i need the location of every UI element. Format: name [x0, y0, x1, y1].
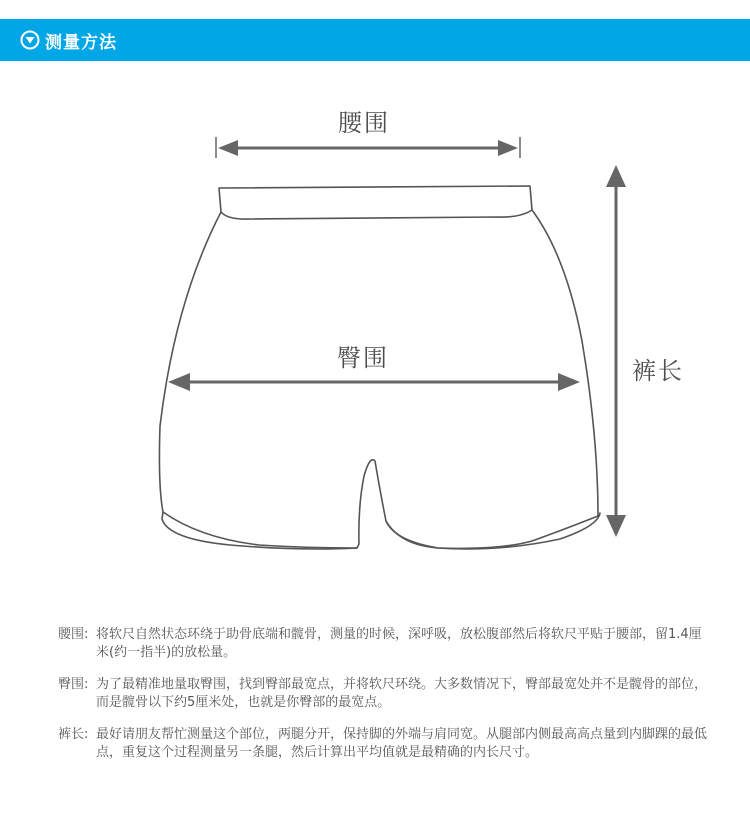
- note-text: 最好请朋友帮忙测量这个部位，两腿分开，保持脚的外端与肩同宽。从腿部内侧最高高点量到内脚踝的最低点，重复这个过程测量另一条腿，然后计算出平均值就是最精确的内长尺寸。: [96, 727, 708, 760]
- shorts-body-outline: [159, 210, 598, 548]
- waist-arrow: [216, 137, 520, 158]
- shorts-measurement-diagram: [0, 61, 750, 601]
- right-cuff-shape: [386, 513, 600, 549]
- note-length: [58, 726, 708, 762]
- hip-arrow: [168, 373, 580, 391]
- left-cuff-shape: [162, 512, 357, 549]
- note-key: 臀围:: [58, 677, 89, 692]
- note-key: 裤长:: [58, 727, 89, 742]
- note-text: 将软尺自然状态环绕于助骨底端和髋骨，测量的时候，深呼吸，放松腹部然后将软尺平贴于腰部，留1.4厘米(约一指半)的放松量。: [96, 627, 702, 660]
- note-key: 腰围:: [58, 627, 89, 642]
- hip-label: 臀围: [337, 344, 389, 372]
- measurement-notes: [58, 626, 708, 776]
- note-text: 为了最精准地量取臀围，找到臀部最宽点，并将软尺环绕。大多数情况下，臀部最宽处并不是髋骨的部位，而是髋骨以下约5厘米处，也就是你臀部的最宽点。: [96, 677, 708, 710]
- note-waist: [58, 626, 708, 662]
- shorts-illustration: [0, 61, 750, 601]
- section-title: 测量方法: [45, 32, 117, 53]
- length-label: 裤长: [632, 357, 684, 385]
- waist-label: 腰围: [338, 109, 390, 137]
- note-hip: [58, 676, 708, 712]
- length-arrow: [606, 165, 626, 537]
- section-header: [0, 19, 750, 61]
- waistband-shape: [219, 186, 532, 219]
- chevron-down-circle-icon: [20, 30, 40, 50]
